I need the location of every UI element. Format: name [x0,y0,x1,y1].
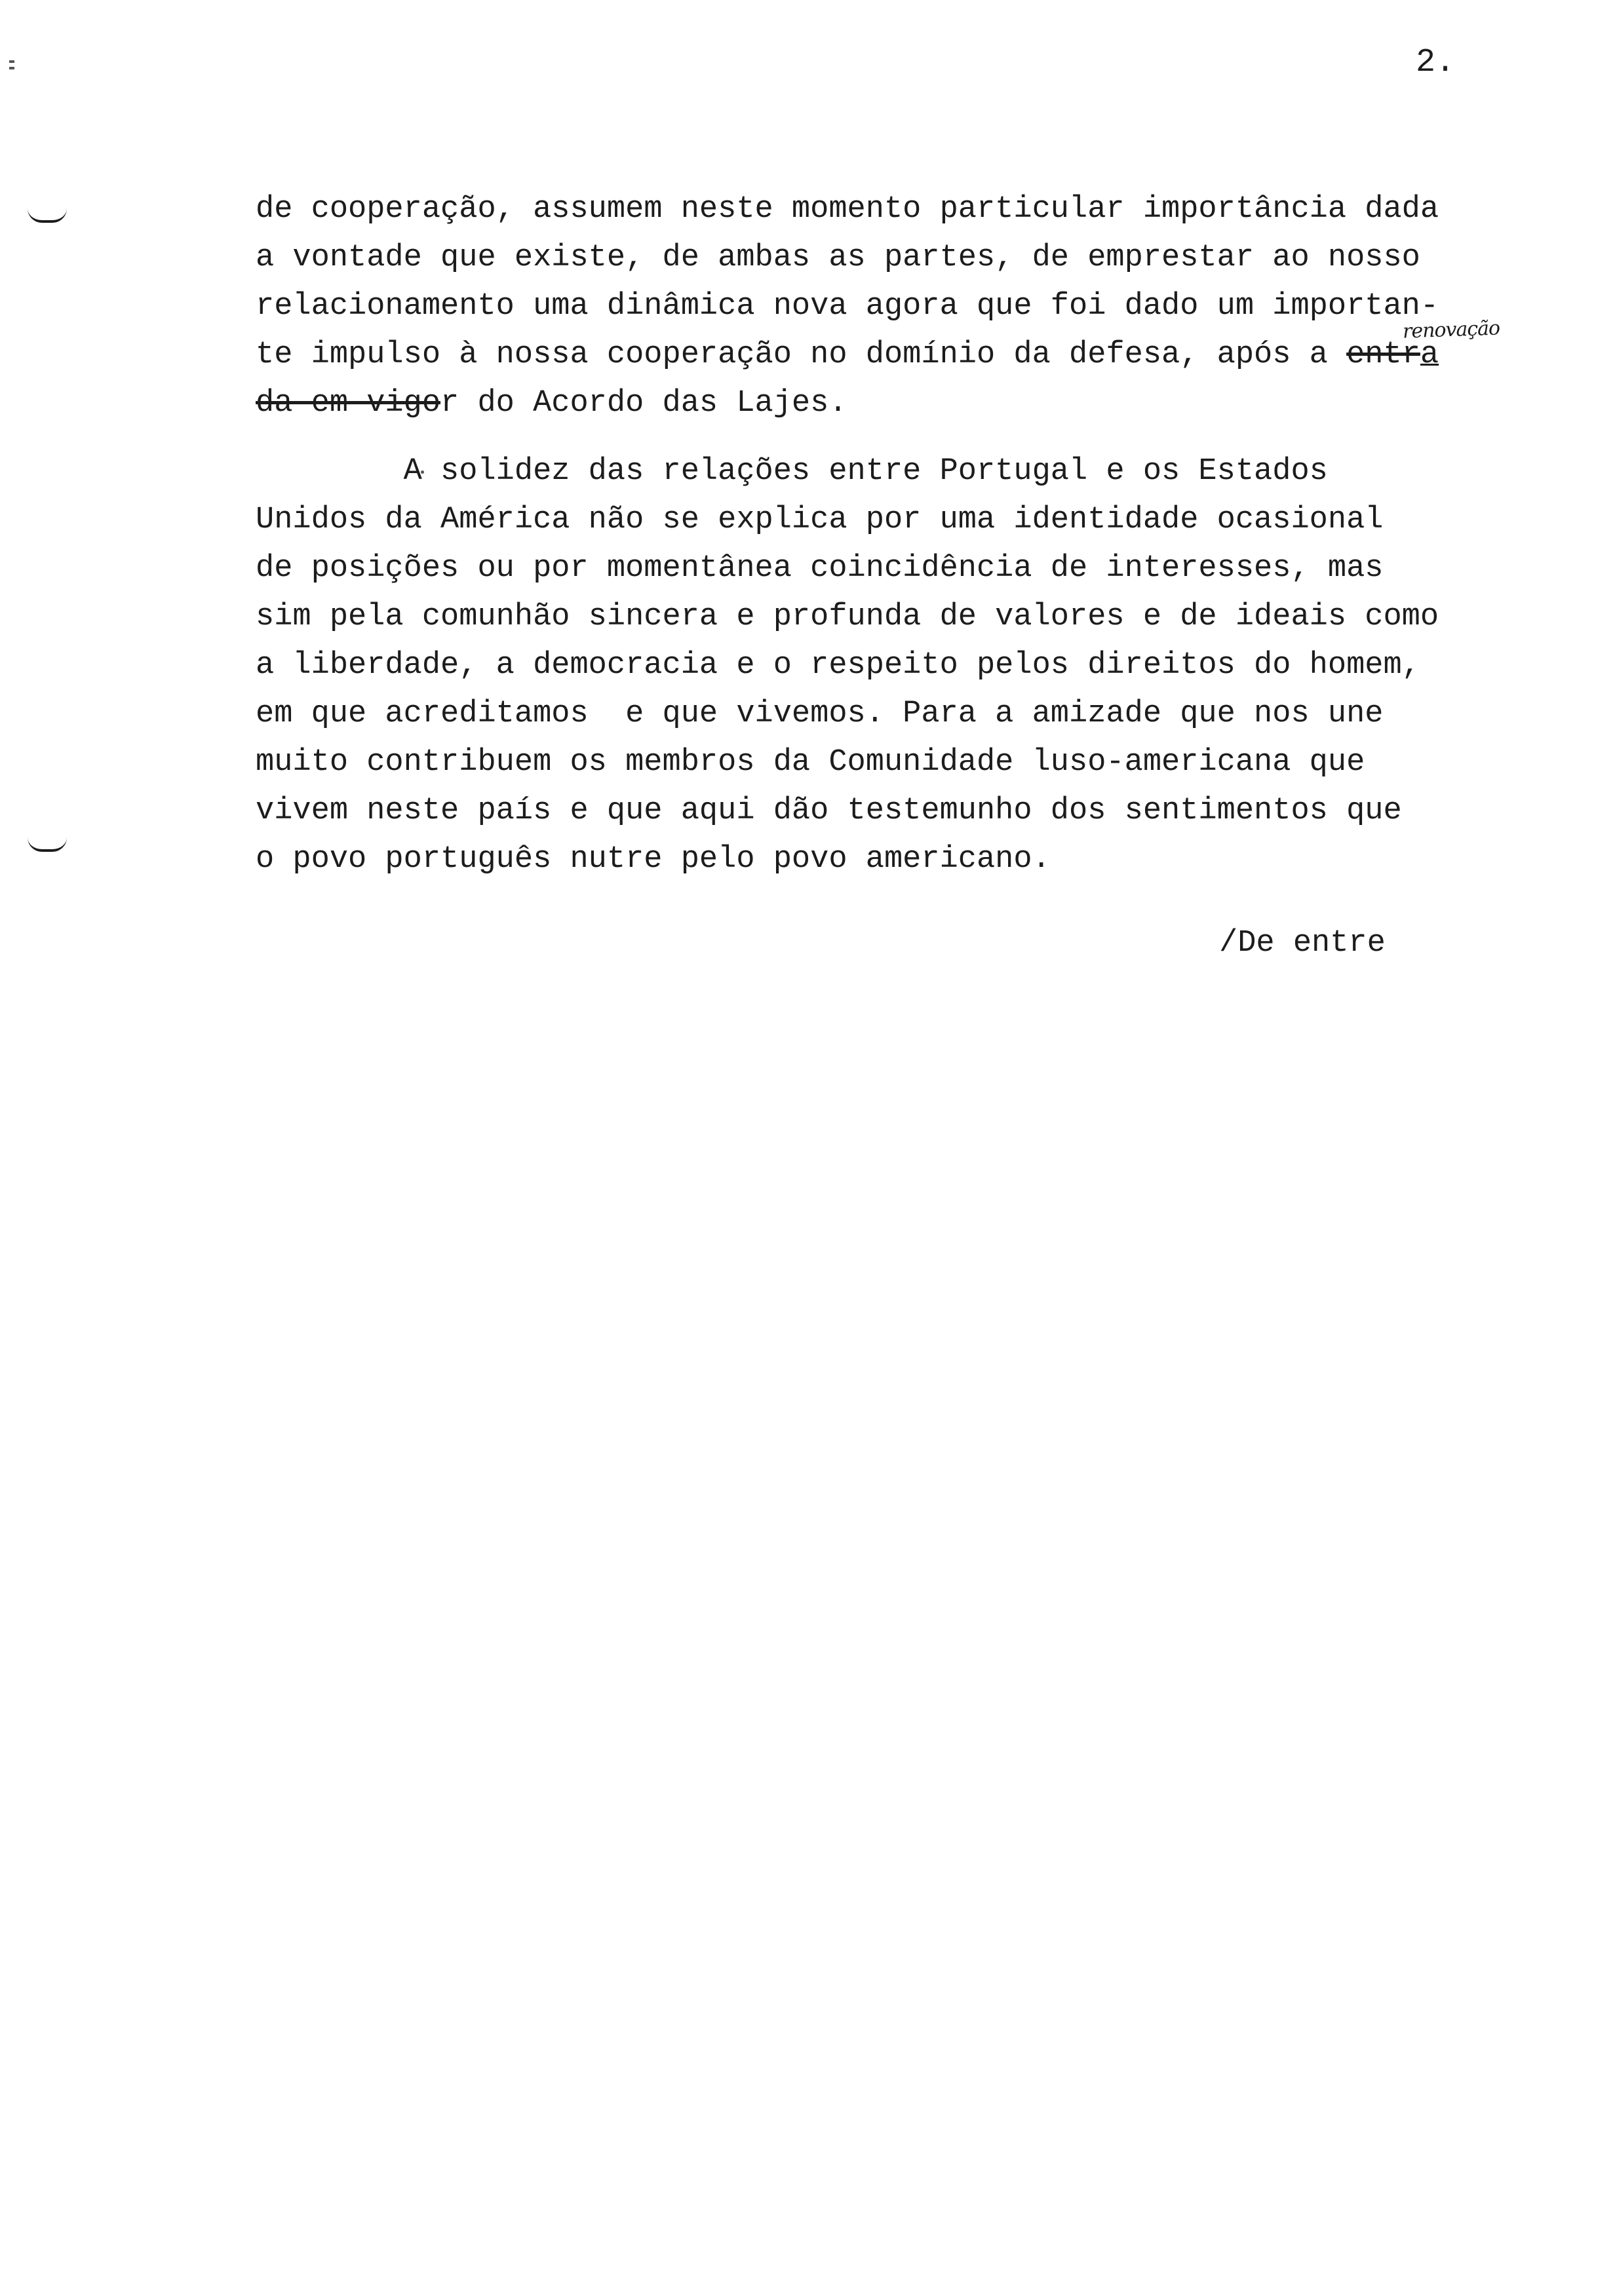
text-line: relacionamento uma dinâmica nova agora que foi dado um importan- [256,289,1439,324]
handwritten-correction: renovação [1402,316,1500,343]
text-line: Unidos da América não se explica por uma identidade ocasional [256,503,1384,537]
text-line [256,384,847,423]
text-line: a liberdade, a democracia e o respeito pelos direitos do homem, [256,648,1420,683]
struck-text: da em vigo [256,386,441,421]
text-line: a vontade que existe, de ambas as partes, de emprestar ao nosso [256,240,1420,275]
paragraph-2 [256,452,1553,877]
text-line [256,335,1439,375]
edge-mark [9,60,14,63]
text-line: em que acreditamos e que vivemos. Para a amizade que nos une [256,697,1384,731]
continuation-catchword: /De entre [1219,926,1386,961]
text-line: A solidez das relações entre Portugal e os Estados [256,454,1328,489]
text-line: muito contribuem os membros da Comunidade luso-americana que [256,745,1365,780]
page-number: 2. [1416,44,1456,81]
paragraph-1 [256,190,1553,468]
struck-text: entr [1346,337,1420,372]
text-segment: te impulso à nossa cooperação no domínio da defesa, após a [256,337,1347,372]
text-line: de cooperação, assumem neste momento particular importância dada [256,192,1439,227]
text-line: vivem neste país e que aqui dão testemunho dos sentimentos que [256,794,1402,828]
text-segment: r do Acordo das Lajes. [440,386,847,421]
text-line: sim pela comunhão sincera e profunda de valores e de ideais como [256,600,1439,634]
binding-hole-mark [28,208,67,223]
binding-hole-mark [28,837,67,852]
text-segment: a [1420,337,1439,372]
text-line: o povo português nutre pelo povo americano. [256,842,1051,877]
edge-mark [9,67,14,69]
text-line: de posições ou por momentânea coincidência de interesses, mas [256,551,1384,586]
